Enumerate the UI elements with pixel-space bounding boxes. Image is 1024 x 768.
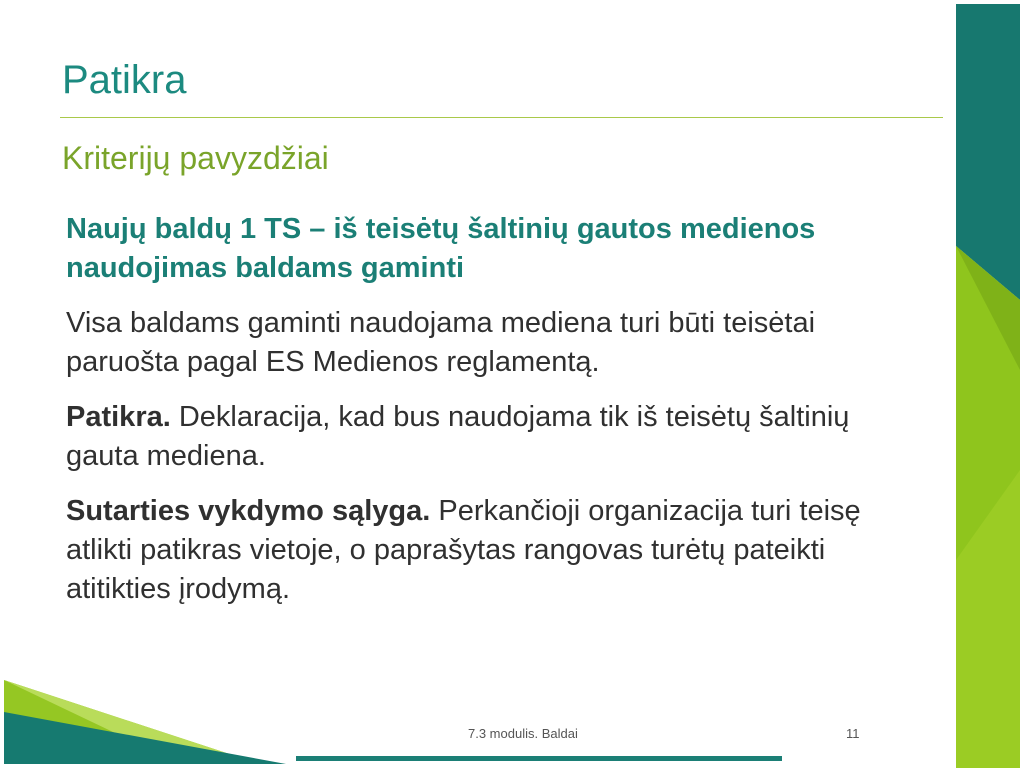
contract-condition-label: Sutarties vykdymo sąlyga. (66, 495, 431, 527)
slide-body (66, 210, 926, 625)
paragraph-wood-requirement: Visa baldams gaminti naudojama mediena turi būti teisėtai paruošta pagal ES Medienos reglamentą. (66, 307, 816, 378)
verification-label: Patikra. (66, 401, 171, 433)
slide-title: Patikra (62, 58, 187, 102)
footer-module-label: 7.3 modulis. Baldai (468, 726, 578, 741)
contract-condition-text: Perkančioji organizacija turi teisę atlikti patikras vietoje, o paprašytas rangovas turėtų pateikti atitikties įrodymą. (66, 495, 861, 605)
page-number: 11 (846, 726, 860, 741)
paragraph-contract-condition (66, 492, 926, 609)
paragraph-verification (66, 398, 926, 476)
title-divider (60, 117, 943, 118)
slide-subtitle: Kriterijų pavyzdžiai (62, 140, 329, 176)
footer-bar (296, 756, 782, 761)
lead-heading: Naujų baldų 1 TS – iš teisėtų šaltinių gautos medienos naudojimas baldams gaminti (66, 213, 816, 284)
verification-text: Deklaracija, kad bus naudojama tik iš teisėtų šaltinių gauta mediena. (66, 401, 850, 472)
